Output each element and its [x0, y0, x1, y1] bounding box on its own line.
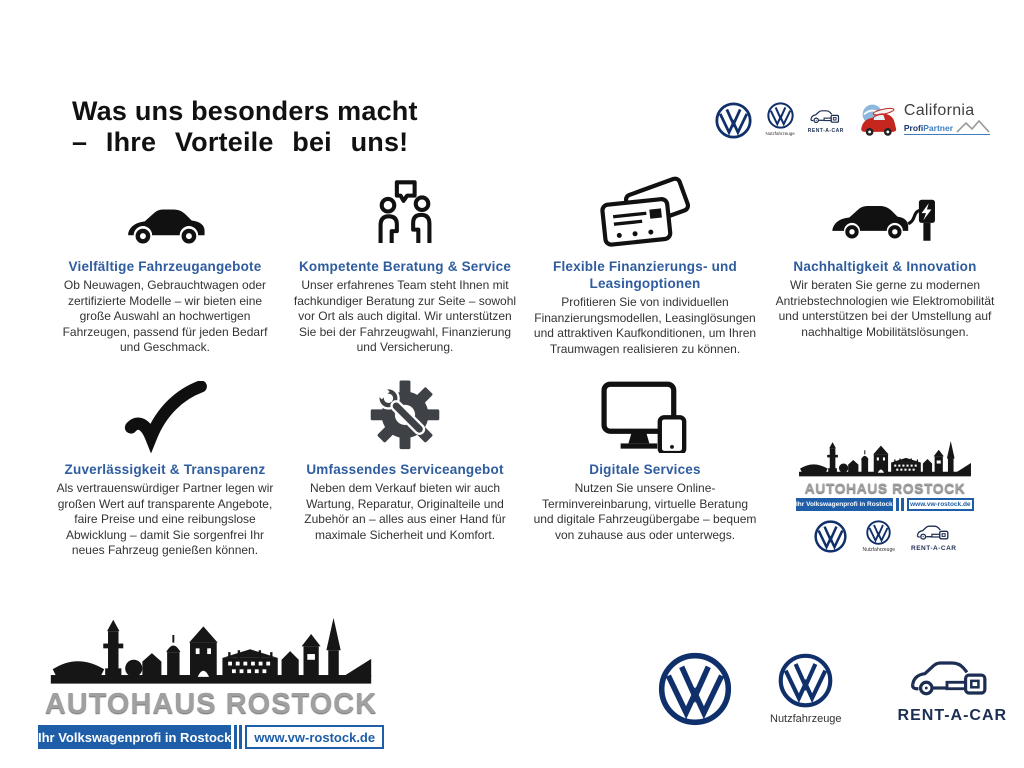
electric-car-icon — [773, 170, 997, 250]
car-key-icon — [914, 522, 954, 543]
california-profipartner-logo — [857, 102, 990, 138]
california-subtitle — [904, 119, 990, 135]
checkmark-icon-svg — [117, 381, 213, 453]
rentacar-label: RENT-A-CAR — [807, 128, 844, 134]
dealer-brand-logos — [814, 520, 957, 553]
feature-body: Unser erfahrenes Team steht Ihnen mit fachkundiger Beratung zur Seite – sowohl vor Ort als auch digital. Wir unterstützen Sie bei der Fahrzeugwahl, Finanzierung und Versicherung. — [293, 278, 517, 354]
feature-service — [285, 381, 525, 559]
feature-grid — [45, 170, 1005, 559]
feature-consultation — [285, 170, 525, 357]
feature-heading: Vielfältige Fahrzeugangebote — [68, 259, 262, 274]
dealer-tagline: Ihr Volkswagenprofi in Rostock — [38, 725, 231, 749]
feature-reliability — [45, 381, 285, 559]
feature-heading: Digitale Services — [589, 462, 701, 477]
financing-icon-svg — [597, 174, 693, 250]
vw-logo-icon — [778, 653, 833, 708]
feature-financing — [525, 170, 765, 357]
rentacar-label: RENT-A-CAR — [911, 544, 957, 552]
dealer-website: www.vw-rostock.de — [907, 498, 974, 511]
footer-logo-strip — [658, 652, 1007, 726]
electric-car-icon-svg — [827, 194, 943, 250]
feature-body: Wir beraten Sie gerne zu modernen Antriebstechnologien wie Elektromobilität und unterstützen bei der Umstellung auf nachhaltige Mobilitätslösungen. — [775, 278, 995, 339]
page-title — [72, 96, 502, 158]
dealer-bar — [796, 498, 974, 511]
vw-logo-icon — [715, 102, 752, 139]
feature-sustainability — [765, 170, 1005, 357]
dealer-name: AUTOHAUS ROSTOCK — [804, 480, 966, 496]
rent-a-car-logo — [808, 107, 844, 134]
rostock-skyline-icon — [797, 439, 973, 483]
feature-body: Ob Neuwagen, Gebrauchtwagen oder zertifizierte Modelle – wir bieten eine große Auswahl an hochwertigen Fahrzeugen, passend für jeden Bedarf und Geschmack. — [62, 278, 268, 354]
vw-logo-icon — [767, 102, 794, 129]
page-title-line2: – Ihre Vorteile bei uns! — [72, 127, 409, 157]
feature-heading: Umfassendes Serviceangebot — [306, 462, 504, 477]
rent-a-car-logo — [911, 522, 956, 552]
car-icon-svg — [119, 202, 211, 250]
california-partner: Partner — [923, 123, 953, 133]
california-title: California — [903, 102, 975, 119]
mountains-icon — [956, 119, 990, 133]
gear-wrench-icon-svg — [364, 379, 446, 453]
feature-heading: Zuverlässigkeit & Transparenz — [64, 462, 266, 477]
gear-wrench-icon — [293, 381, 517, 453]
vw-nutzfahrzeuge-logo — [863, 520, 896, 553]
feature-digital — [525, 381, 765, 559]
dealer-tagline: Ihr Volkswagenprofi in Rostock — [796, 498, 893, 511]
checkmark-icon — [53, 381, 277, 453]
dealer-name: AUTOHAUS ROSTOCK — [44, 688, 378, 720]
page-title-line1: Was uns besonders macht — [72, 96, 418, 126]
feature-body: Profitieren Sie von individuellen Finanzierungsmodellen, Leasinglösungen und attraktiven Kaufkonditionen, um Ihren Traumwagen realisieren zu können. — [533, 295, 757, 356]
feature-vehicle-range — [45, 170, 285, 357]
bar-separator — [231, 725, 245, 749]
consultation-icon — [293, 170, 517, 250]
feature-body: Nutzen Sie unsere Online-Terminvereinbarung, virtuelle Beratung und digitale Fahrzeugübergabe – bequem von zuhause aus oder unterwegs. — [533, 481, 757, 542]
feature-heading: Flexible Finanzierungs- und Leasingoptionen — [553, 259, 737, 291]
vw-logo-icon — [866, 520, 891, 545]
feature-body: Neben dem Verkauf bieten wir auch Wartung, Reparatur, Originalteile und Zubehör an – alles aus einer Hand für maximale Sicherheit und Komfort. — [304, 481, 506, 542]
feature-body: Als vertrauenswürdiger Partner legen wir großen Wert auf transparente Angebote, faire Preise und eine reibungslose Abwicklung – damit Sie sorgenfrei Ihr neues Fahrzeug genießen können. — [56, 481, 274, 557]
rostock-skyline-icon — [46, 614, 376, 696]
bar-separator — [893, 498, 907, 511]
monitor-phone-icon — [533, 381, 757, 453]
financing-cards-icon — [533, 170, 757, 250]
dealer-logo-small — [765, 381, 1005, 559]
vw-nutzfahrzeuge-logo — [765, 102, 794, 136]
nutzfahrzeuge-label: Nutzfahrzeuge — [862, 547, 896, 553]
nutzfahrzeuge-label: Nutzfahrzeuge — [770, 713, 842, 725]
rent-a-car-logo — [898, 653, 1008, 725]
vw-logo-icon — [658, 652, 732, 726]
california-camper-icon — [857, 102, 899, 138]
dealer-logo-large — [35, 614, 387, 749]
rentacar-label: RENT-A-CAR — [897, 707, 1008, 724]
consultation-icon-svg — [368, 176, 442, 250]
dealer-bar — [38, 725, 384, 749]
feature-heading: Kompetente Beratung & Service — [298, 259, 512, 274]
monitor-phone-icon-svg — [596, 379, 694, 453]
feature-heading: Nachhaltigkeit & Innovation — [793, 259, 977, 274]
header-logo-strip — [715, 102, 990, 139]
vw-logo-icon — [814, 520, 847, 553]
california-text — [904, 102, 990, 135]
vw-nutzfahrzeuge-logo — [770, 653, 842, 725]
california-profi: Profi — [903, 123, 924, 133]
car-icon — [53, 170, 277, 250]
car-key-icon — [808, 107, 844, 126]
dealer-website: www.vw-rostock.de — [245, 725, 384, 749]
car-key-icon — [904, 653, 1000, 703]
nutzfahrzeuge-label: Nutzfahrzeuge — [765, 131, 795, 136]
